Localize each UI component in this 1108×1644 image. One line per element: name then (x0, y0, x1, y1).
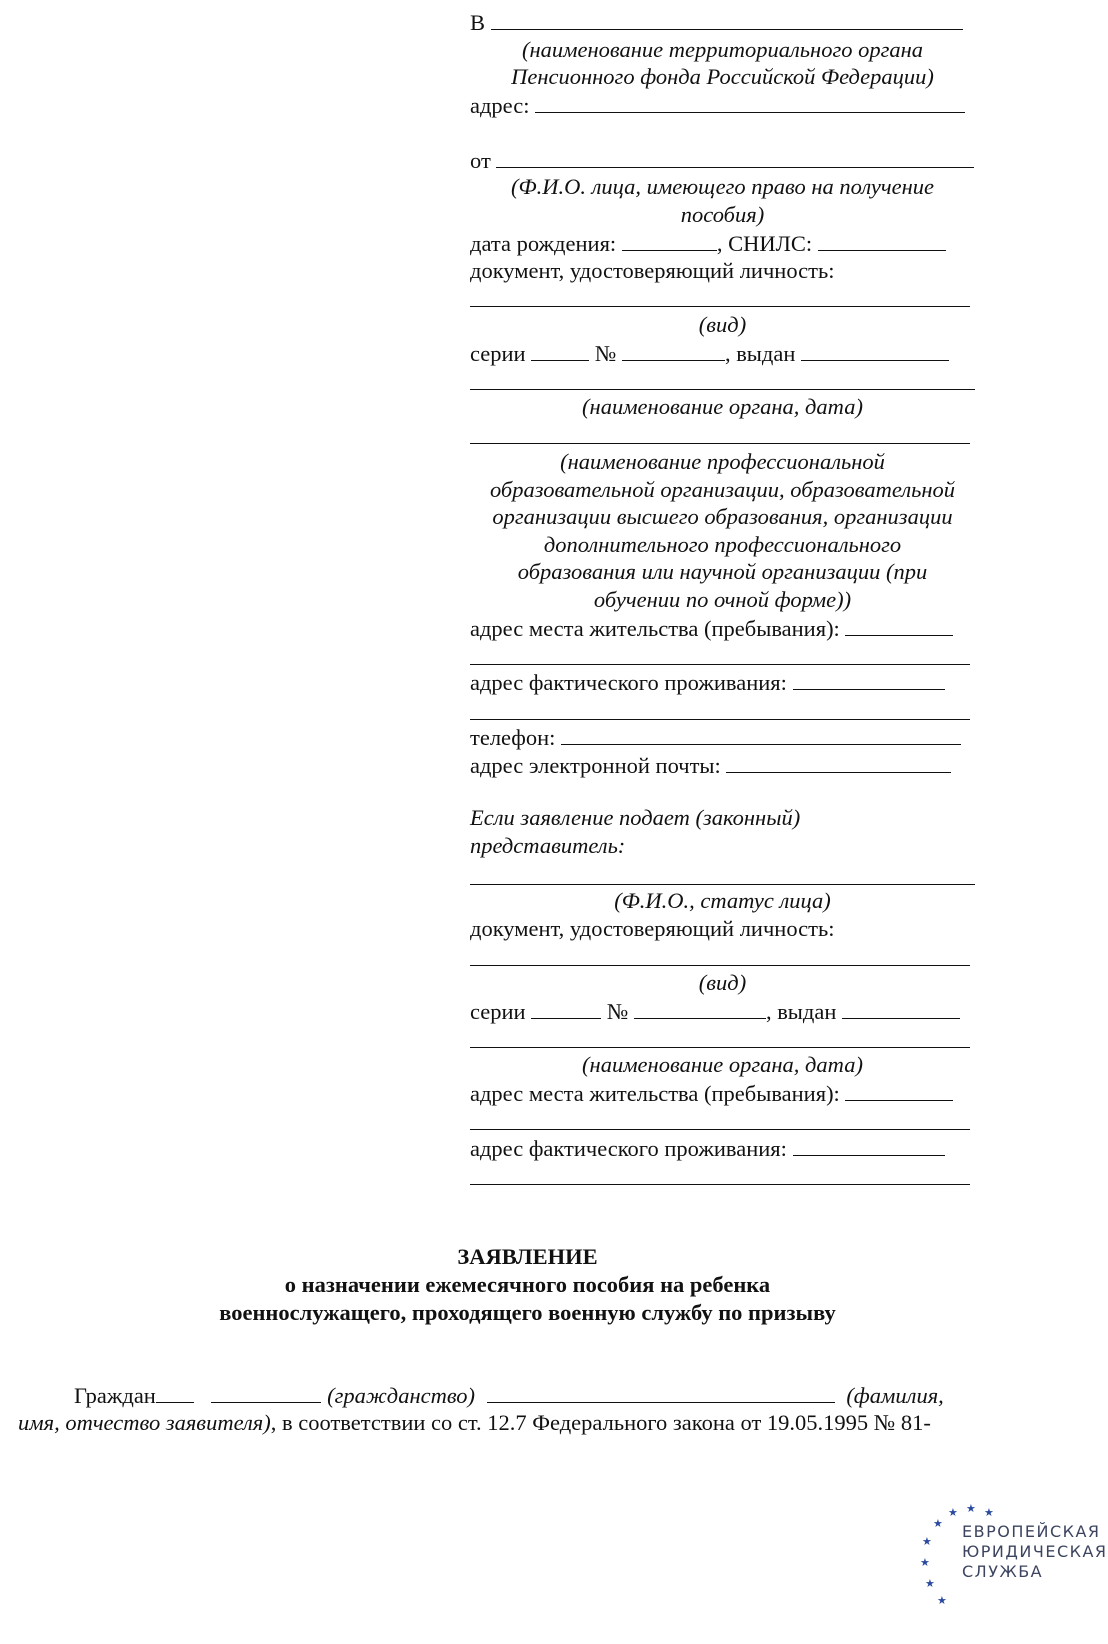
id-doc-kind-field[interactable] (470, 306, 970, 307)
issuer-caption: (наименование органа, дата) (582, 394, 863, 419)
rep-series-field[interactable] (531, 997, 601, 1019)
citizenship-field[interactable] (211, 1381, 321, 1403)
rep-issued-field[interactable] (842, 997, 960, 1019)
rep-residence-field[interactable] (845, 1079, 953, 1101)
rep-issuer-caption: (наименование органа, дата) (582, 1052, 863, 1077)
document-title: ЗАЯВЛЕНИЕ (457, 1244, 598, 1269)
rep-intro: Если заявление подает (законный) (470, 805, 801, 830)
actual-address-field[interactable] (793, 668, 945, 690)
star-icon: ★ (920, 1557, 930, 1569)
logo-line: СЛУЖБА (962, 1562, 1044, 1581)
phone-field[interactable] (561, 723, 961, 745)
star-icon: ★ (922, 1536, 932, 1548)
star-icon: ★ (966, 1503, 976, 1515)
actual-address-field-cont[interactable] (470, 719, 970, 720)
residence-field-cont[interactable] (470, 664, 970, 665)
rep-issuer-field[interactable] (470, 1047, 970, 1048)
star-icon: ★ (925, 1578, 935, 1590)
logo-line: ЮРИДИЧЕСКАЯ (962, 1542, 1108, 1561)
rep-actual-line: адрес фактического проживания: (470, 1134, 945, 1163)
rep-number-field[interactable] (634, 997, 766, 1019)
star-icon: ★ (948, 1507, 958, 1519)
phone-line: телефон: (470, 723, 961, 752)
education-org-field[interactable] (470, 443, 970, 444)
actual-line: адрес фактического проживания: (470, 668, 945, 697)
number-field[interactable] (622, 339, 725, 361)
email-line: адрес электронной почты: (470, 751, 951, 780)
recipient-address-line: адрес: (470, 91, 965, 120)
rep-intro: представитель: (470, 833, 626, 858)
rep-residence-field-cont[interactable] (470, 1129, 970, 1130)
rep-id-doc-label: документ, удостоверяющий личность: (470, 916, 835, 941)
issued-field[interactable] (801, 339, 949, 361)
series-field[interactable] (531, 339, 589, 361)
edu-caption: (наименование профессиональной (560, 449, 885, 474)
edu-caption: дополнительного профессионального (543, 532, 902, 557)
edu-caption: образования или научной организации (при (517, 559, 928, 584)
body-line-1: Граждан (гражданство) (фамилия, (74, 1383, 944, 1408)
applicant-caption: (Ф.И.О. лица, имеющего право на получение (510, 174, 934, 199)
recipient-caption: Пенсионного фонда Российской Федерации) (511, 64, 934, 89)
applicant-fullname-field[interactable] (487, 1381, 835, 1403)
issuer-field[interactable] (470, 389, 975, 390)
birth-snils-line: дата рождения: , СНИЛС: (470, 229, 946, 258)
rep-name-field[interactable] (470, 884, 975, 885)
edu-caption: организации высшего образования, организации (492, 504, 953, 529)
star-icon: ★ (933, 1518, 943, 1530)
rep-residence-line: адрес места жительства (пребывания): (470, 1079, 953, 1108)
applicant-caption: пособия) (680, 202, 765, 227)
rep-kind-caption: (вид) (698, 970, 747, 995)
edu-caption: образовательной организации, образовательной (489, 477, 956, 502)
recipient-field[interactable] (491, 8, 963, 30)
recipient-caption: (наименование территориального органа (521, 37, 924, 62)
body-line-2: имя, отчество заявителя), в соответствии со ст. 12.7 Федерального закона от 19.05.1995 № 81- (18, 1410, 931, 1435)
document-subtitle: военнослужащего, проходящего военную службу по призыву (219, 1300, 836, 1325)
rep-actual-address-field-cont[interactable] (470, 1184, 970, 1185)
id-doc-label: документ, удостоверяющий личность: (470, 258, 835, 283)
residence-line: адрес места жительства (пребывания): (470, 614, 953, 643)
rep-caption: (Ф.И.О., статус лица) (614, 888, 831, 913)
birth-date-field[interactable] (622, 229, 717, 251)
star-icon: ★ (937, 1595, 947, 1607)
kind-caption: (вид) (698, 312, 747, 337)
edu-caption: обучении по очной форме)) (593, 587, 852, 612)
document-subtitle: о назначении ежемесячного пособия на ребенка (284, 1272, 771, 1297)
recipient-address-field[interactable] (535, 91, 965, 113)
from-line: от (470, 146, 974, 175)
snils-field[interactable] (818, 229, 946, 251)
rep-series-line: серии № , выдан (470, 997, 960, 1026)
logo-line: ЕВРОПЕЙСКАЯ (962, 1522, 1101, 1541)
email-field[interactable] (726, 751, 951, 773)
star-icon: ★ (984, 1507, 994, 1519)
citizen-suffix-field[interactable] (156, 1381, 194, 1403)
applicant-name-field[interactable] (496, 146, 974, 168)
company-logo (920, 1503, 1108, 1620)
residence-field[interactable] (845, 614, 953, 636)
rep-id-kind-field[interactable] (470, 965, 970, 966)
series-line: серии № , выдан (470, 339, 949, 368)
rep-actual-address-field[interactable] (793, 1134, 945, 1156)
to-line: В (470, 8, 963, 37)
